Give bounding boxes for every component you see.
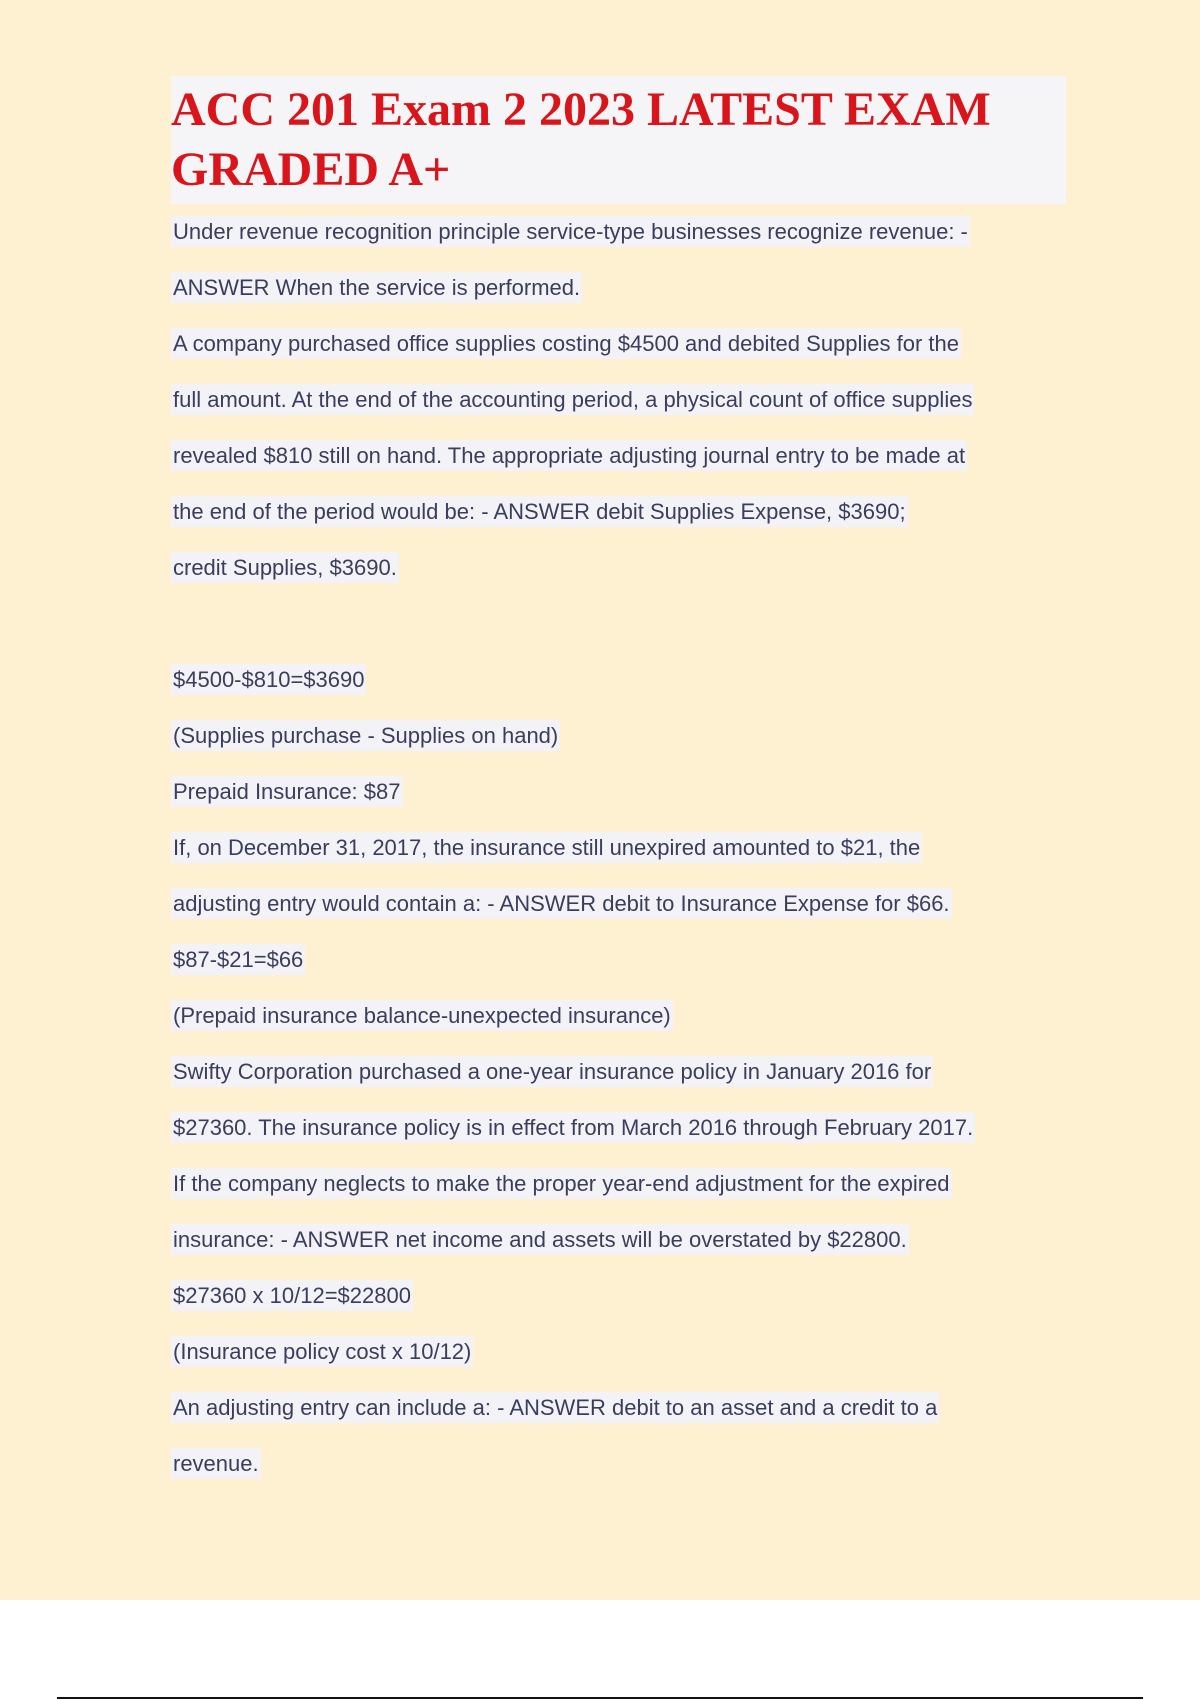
text-line: adjusting entry would contain a: - ANSWER debit to Insurance Expense for $66. <box>171 876 1071 932</box>
text-line: revealed $810 still on hand. The appropriate adjusting journal entry to be made at <box>171 428 1071 484</box>
blank-line <box>171 596 1071 652</box>
text-line: (Insurance policy cost x 10/12) <box>171 1324 1071 1380</box>
text-line: (Supplies purchase - Supplies on hand) <box>171 708 1071 764</box>
text-line: Prepaid Insurance: $87 <box>171 764 1071 820</box>
text-line: (Prepaid insurance balance-unexpected insurance) <box>171 988 1071 1044</box>
text-line: $4500-$810=$3690 <box>171 652 1071 708</box>
text-line: An adjusting entry can include a: - ANSWER debit to an asset and a credit to a <box>171 1380 1071 1436</box>
text-line: A company purchased office supplies costing $4500 and debited Supplies for the <box>171 316 1071 372</box>
text-line: $87-$21=$66 <box>171 932 1071 988</box>
text-line: ANSWER When the service is performed. <box>171 260 1071 316</box>
text-line: Under revenue recognition principle service-type businesses recognize revenue: - <box>171 204 1071 260</box>
text-line: $27360. The insurance policy is in effect from March 2016 through February 2017. <box>171 1100 1071 1156</box>
footer-rule <box>57 1697 1143 1699</box>
text-line: If, on December 31, 2017, the insurance still unexpired amounted to $21, the <box>171 820 1071 876</box>
text-line: If the company neglects to make the proper year-end adjustment for the expired <box>171 1156 1071 1212</box>
document-content <box>171 76 1071 1492</box>
text-line: credit Supplies, $3690. <box>171 540 1071 596</box>
text-line: full amount. At the end of the accounting period, a physical count of office supplies <box>171 372 1071 428</box>
text-line: revenue. <box>171 1436 1071 1492</box>
title-block <box>171 76 1066 204</box>
document-title: ACC 201 Exam 2 2023 LATEST EXAM GRADED A+ <box>171 83 991 196</box>
document-body <box>171 204 1071 1492</box>
text-line: the end of the period would be: - ANSWER debit Supplies Expense, $3690; <box>171 484 1071 540</box>
text-line: $27360 x 10/12=$22800 <box>171 1268 1071 1324</box>
text-line: Swifty Corporation purchased a one-year insurance policy in January 2016 for <box>171 1044 1071 1100</box>
text-line: insurance: - ANSWER net income and assets will be overstated by $22800. <box>171 1212 1071 1268</box>
